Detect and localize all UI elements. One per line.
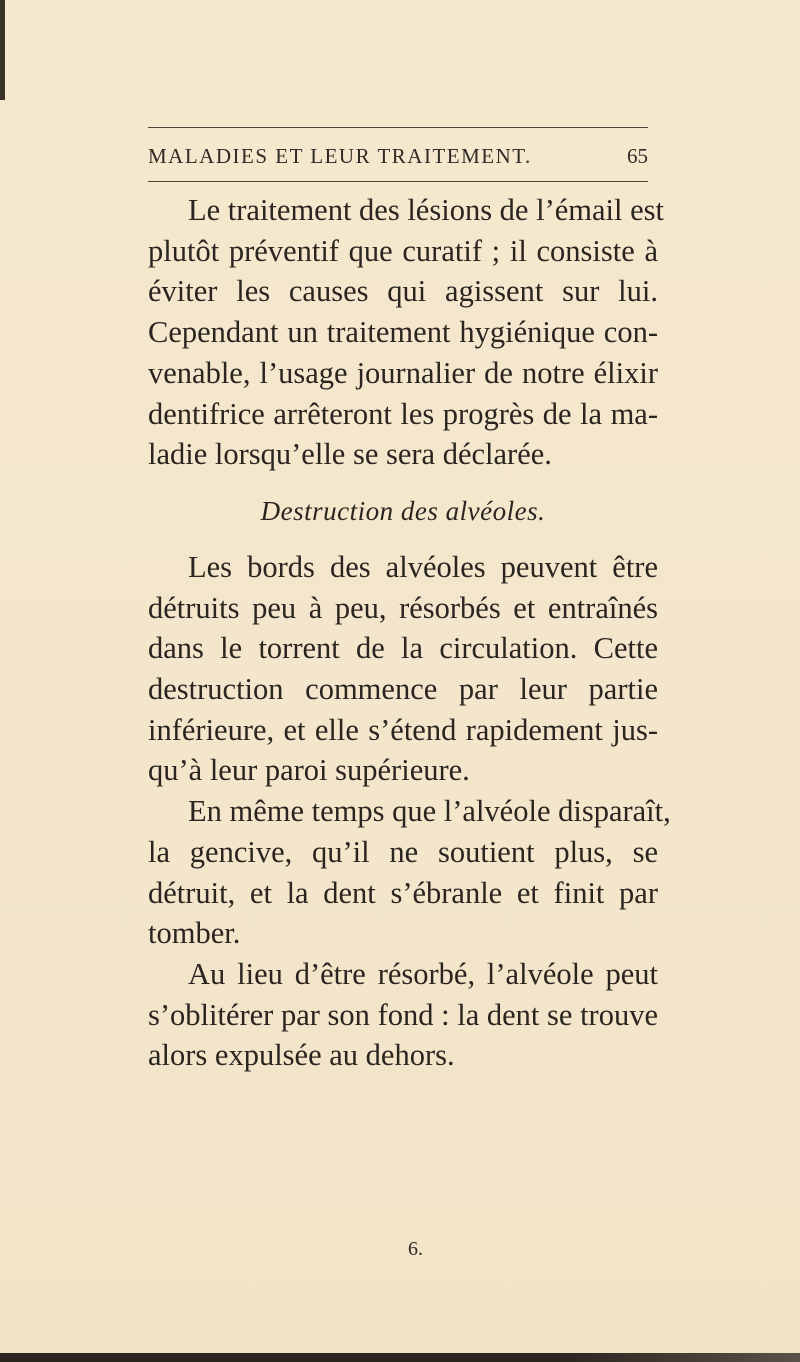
text-line: qu’à leur paroi supérieure. [148,753,470,788]
paragraph-enamel-treatment [148,190,664,475]
text-line: éviter les causes qui agissent sur lui. [148,274,658,309]
text-line: détruit, et la dent s’ébranle et finit par [148,875,658,910]
text-line: la gencive, qu’il ne soutient plus, se [148,834,658,869]
page-number: 65 [627,144,648,168]
page-gutter-shadow [0,0,5,100]
text-line: détruits peu à peu, résorbés et entraînés [148,590,658,625]
text-line: inférieure, et elle s’étend rapidement jus- [148,712,658,747]
text-line: destruction commence par leur partie [148,672,658,707]
text-line: s’oblitérer par son fond : la dent se trouve [148,997,658,1032]
text-line: tomber. [148,916,241,951]
paragraph-gum-tooth [148,791,671,954]
text-line: venable, l’usage journalier de notre élixir [148,355,658,390]
header-rule-bottom [148,181,648,182]
text-line: alors expulsée au dehors. [148,1038,455,1073]
text-line: Cependant un traitement hygiénique con- [148,315,658,350]
page-bottom-edge [0,1353,800,1362]
text-line: ladie lorsqu’elle se sera déclarée. [148,437,552,472]
text-line: Au lieu d’être résorbé, l’alvéole peut [188,956,658,991]
text-line: plutôt préventif que curatif ; il consiste à [148,233,658,268]
text-line: Le traitement des lésions de l’émail est [188,193,664,227]
text-line: dentifrice arrêteront les progrès de la ma- [148,396,658,431]
header-rule-top [148,127,648,128]
running-title: MALADIES ET LEUR TRAITEMENT. [148,144,532,168]
text-line: En même temps que l’alvéole disparaît, [188,794,671,829]
text-line: Les bords des alvéoles peuvent être [188,549,658,584]
section-heading: Destruction des alvéoles. [260,495,546,526]
text-line: dans le torrent de la circulation. Cette [148,631,658,666]
page-body [148,190,671,1076]
running-head [148,140,648,172]
paragraph-alveoli-destruction [148,547,658,791]
paragraph-obliteration [148,954,658,1076]
signature-mark: 6. [408,1238,423,1260]
